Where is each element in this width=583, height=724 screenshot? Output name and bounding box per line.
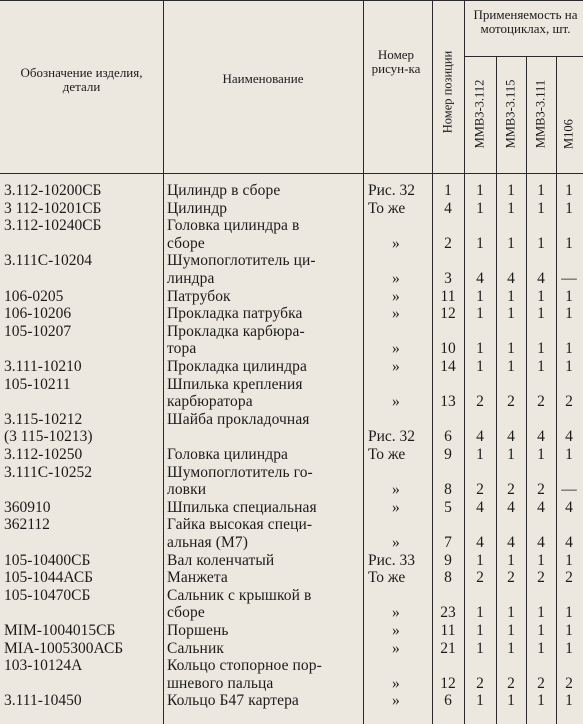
qty-model-4: 1 [565,340,573,358]
qty-model-3: 1 [537,358,545,375]
part-designation: 3.112-10240СБ [4,217,102,235]
qty-model-3: 4 [537,428,545,446]
part-name: Кольцо стопорное пор- [167,657,322,675]
part-name: Цилиндр в сборе [167,182,281,199]
qty-model-4: — [561,270,577,287]
qty-model-3: 1 [537,639,545,657]
qty-model-4: 1 [565,604,573,622]
position-no: 8 [444,481,452,499]
qty-model-1: 1 [476,551,484,569]
part-name: карбюратора [167,393,253,411]
qty-model-3: 1 [537,287,545,305]
part-name: Шпилька специальная [167,498,317,516]
figure-ref: » [392,639,400,657]
qty-model-3: 2 [537,393,545,411]
qty-model-1: 1 [476,446,484,463]
part-name: Шумопоглотитель ци- [167,252,316,270]
qty-model-2: 1 [507,305,515,323]
header-designation: Обозначение изделия, детали [20,65,143,94]
part-designation: 360910 [4,498,51,516]
col-divider-7 [556,56,557,724]
table-top-rule [0,0,583,1]
figure-ref: » [392,358,400,375]
qty-model-1: 1 [476,358,484,375]
qty-model-4: 1 [565,287,573,305]
qty-model-2: 4 [507,498,515,516]
figure-ref: » [392,692,400,710]
figure-ref: » [392,393,400,411]
col-divider-2 [363,0,364,724]
qty-model-3: 1 [537,604,545,622]
col-divider-5 [496,56,497,724]
qty-model-1: 4 [476,498,484,516]
part-designation: 3.111С-10204 [4,252,92,270]
qty-model-2: 1 [507,622,515,639]
qty-model-2: 1 [507,287,515,305]
figure-ref: » [392,287,400,305]
part-name: Сальник [167,639,224,657]
qty-model-3: 1 [537,692,545,710]
part-name: Сальник с крышкой в [167,586,312,604]
qty-model-1: 1 [476,182,484,199]
qty-model-3: 1 [537,199,545,217]
qty-model-1: 4 [476,428,484,446]
part-designation: 3.111С-10252 [4,463,92,481]
qty-model-1: 1 [476,234,484,252]
position-no: 1 [444,182,452,199]
position-no: 10 [440,340,456,358]
part-designation: 105-1044АСБ [4,569,94,587]
header-model-1: ММВЗ-3.112 [472,79,487,149]
qty-model-2: 1 [507,234,515,252]
qty-model-3: 4 [537,498,545,516]
part-designation: МIМ-1004015СБ [4,622,116,639]
position-no: 23 [440,604,456,622]
col-divider-4 [464,0,465,724]
qty-model-2: 1 [507,551,515,569]
qty-model-3: 2 [537,481,545,499]
qty-model-2: 1 [507,692,515,710]
qty-model-2: 2 [507,393,515,411]
qty-model-4: 4 [565,534,573,551]
header-applicability: Применяемость на мотоциклах, шт. [473,7,578,36]
part-designation: 3 112-10201СБ [4,199,102,217]
part-name: Прокладка патрубка [167,305,303,323]
part-name: Прокладка цилиндра [167,358,308,375]
part-name: сборе [167,234,205,252]
header-position-no: Номер позиции [440,50,455,134]
qty-model-2: 1 [507,199,515,217]
qty-model-1: 1 [476,199,484,217]
qty-model-1: 1 [476,639,484,657]
qty-model-2: 1 [507,446,515,463]
part-name: ловки [167,481,207,499]
part-name: Гайка высокая специ- [167,516,313,534]
part-designation: МIА-1005300АСБ [4,639,124,657]
qty-model-4: 1 [565,305,573,323]
applicability-rule [464,56,583,57]
qty-model-4: 2 [565,674,573,692]
figure-ref: Рис. 33 [368,551,416,569]
qty-model-1: 4 [476,270,484,287]
header-model-4: М106 [561,119,576,149]
qty-model-1: 2 [476,674,484,692]
position-no: 5 [444,498,452,516]
qty-model-1: 1 [476,305,484,323]
qty-model-2: 1 [507,340,515,358]
figure-ref: Рис. 32 [368,428,416,446]
position-no: 2 [444,234,452,252]
qty-model-2: 4 [507,428,515,446]
qty-model-1: 2 [476,481,484,499]
qty-model-4: 1 [565,358,573,375]
qty-model-4: 1 [565,234,573,252]
part-name: Шумопоглотитель го- [167,463,313,481]
part-name: Кольцо Б47 картера [167,692,299,710]
qty-model-4: 1 [565,692,573,710]
qty-model-1: 2 [476,569,484,587]
qty-model-4: — [561,481,577,499]
qty-model-1: 1 [476,692,484,710]
qty-model-2: 1 [507,639,515,657]
part-designation: 105-10470СБ [4,586,91,604]
position-no: 9 [444,446,452,463]
part-name: Патрубок [167,287,231,305]
header-model-3: ММВЗ-3.111 [533,79,548,149]
figure-ref: » [392,622,400,639]
position-no: 3 [444,270,452,287]
part-name: Манжета [167,569,228,587]
qty-model-4: 1 [565,622,573,639]
qty-model-1: 2 [476,393,484,411]
qty-model-3: 2 [537,674,545,692]
figure-ref: » [392,305,400,323]
position-no: 21 [440,639,456,657]
figure-ref: » [392,498,400,516]
qty-model-4: 2 [565,569,573,587]
part-designation: 106-0205 [4,287,64,305]
part-designation: 3.112-10250 [4,446,83,463]
qty-model-2: 1 [507,604,515,622]
qty-model-1: 1 [476,622,484,639]
part-designation: 106-10206 [4,305,72,323]
part-designation: 103-10124А [4,657,83,675]
qty-model-2: 1 [507,182,515,199]
part-name: Шпилька крепления [167,375,303,393]
figure-ref: То же [368,199,406,217]
position-no: 12 [440,305,456,323]
part-designation: 105-10211 [4,375,71,393]
part-name: Поршень [167,622,229,639]
qty-model-4: 1 [565,182,573,199]
position-no: 14 [440,358,456,375]
part-designation: 105-10400СБ [4,551,91,569]
part-designation: 3.112-10200СБ [4,182,102,199]
part-name: шневого пальца [167,674,274,692]
part-name: Шайба прокладочная [167,410,310,428]
qty-model-3: 4 [537,270,545,287]
figure-ref: » [392,674,400,692]
position-no: 12 [440,674,456,692]
qty-model-2: 4 [507,270,515,287]
qty-model-3: 1 [537,446,545,463]
part-name: Цилиндр [167,199,228,217]
position-no: 11 [440,622,456,639]
qty-model-3: 1 [537,305,545,323]
figure-ref: » [392,534,400,551]
figure-ref: То же [368,446,406,463]
figure-ref: » [392,234,400,252]
header-figure-no: Номер рисун-ка [371,47,421,76]
part-designation: 105-10207 [4,322,72,340]
qty-model-4: 1 [565,446,573,463]
qty-model-1: 4 [476,534,484,551]
part-name: альная (М7) [167,534,248,551]
part-name: Головка цилиндра в [167,217,300,235]
header-model-2: ММВЗ-3.115 [503,79,518,149]
part-name: Вал коленчатый [167,551,275,569]
part-name: линдра [167,270,215,287]
qty-model-3: 1 [537,340,545,358]
qty-model-3: 1 [537,234,545,252]
header-name: Наименование [222,71,304,86]
qty-model-3: 1 [537,182,545,199]
qty-model-4: 1 [565,639,573,657]
position-no: 6 [444,692,452,710]
position-no: 4 [444,199,452,217]
part-name: Прокладка карбюра- [167,322,305,340]
qty-model-2: 2 [507,569,515,587]
qty-model-4: 1 [565,199,573,217]
figure-ref: » [392,481,400,499]
part-name: тора [167,340,197,358]
figure-ref: » [392,270,400,287]
figure-ref: Рис. 32 [368,182,416,199]
qty-model-2: 2 [507,481,515,499]
qty-model-3: 1 [537,551,545,569]
qty-model-3: 4 [537,534,545,551]
qty-model-4: 4 [565,428,573,446]
part-name: сборе [167,604,205,622]
qty-model-4: 4 [565,498,573,516]
figure-ref: » [392,604,400,622]
qty-model-2: 2 [507,674,515,692]
position-no: 7 [444,534,452,551]
part-designation: 362112 [4,516,50,534]
qty-model-2: 1 [507,358,515,375]
qty-model-1: 1 [476,340,484,358]
col-divider-3 [432,0,433,724]
position-no: 6 [444,428,452,446]
position-no: 9 [444,551,452,569]
part-designation: 3.111-10450 [4,692,82,710]
qty-model-3: 2 [537,569,545,587]
part-name: Головка цилиндра [167,446,289,463]
part-designation: 3.111-10210 [4,358,82,375]
figure-ref: То же [368,569,406,587]
part-designation: 3.115-10212 [4,410,83,428]
qty-model-3: 1 [537,622,545,639]
position-no: 13 [440,393,456,411]
qty-model-2: 4 [507,534,515,551]
qty-model-4: 1 [565,551,573,569]
col-divider-1 [163,0,164,724]
figure-ref: » [392,340,400,358]
position-no: 8 [444,569,452,587]
col-divider-6 [526,56,527,724]
qty-model-4: 2 [565,393,573,411]
qty-model-1: 1 [476,287,484,305]
part-designation: (3 115-10213) [4,428,93,446]
qty-model-1: 1 [476,604,484,622]
position-no: 11 [440,287,456,305]
